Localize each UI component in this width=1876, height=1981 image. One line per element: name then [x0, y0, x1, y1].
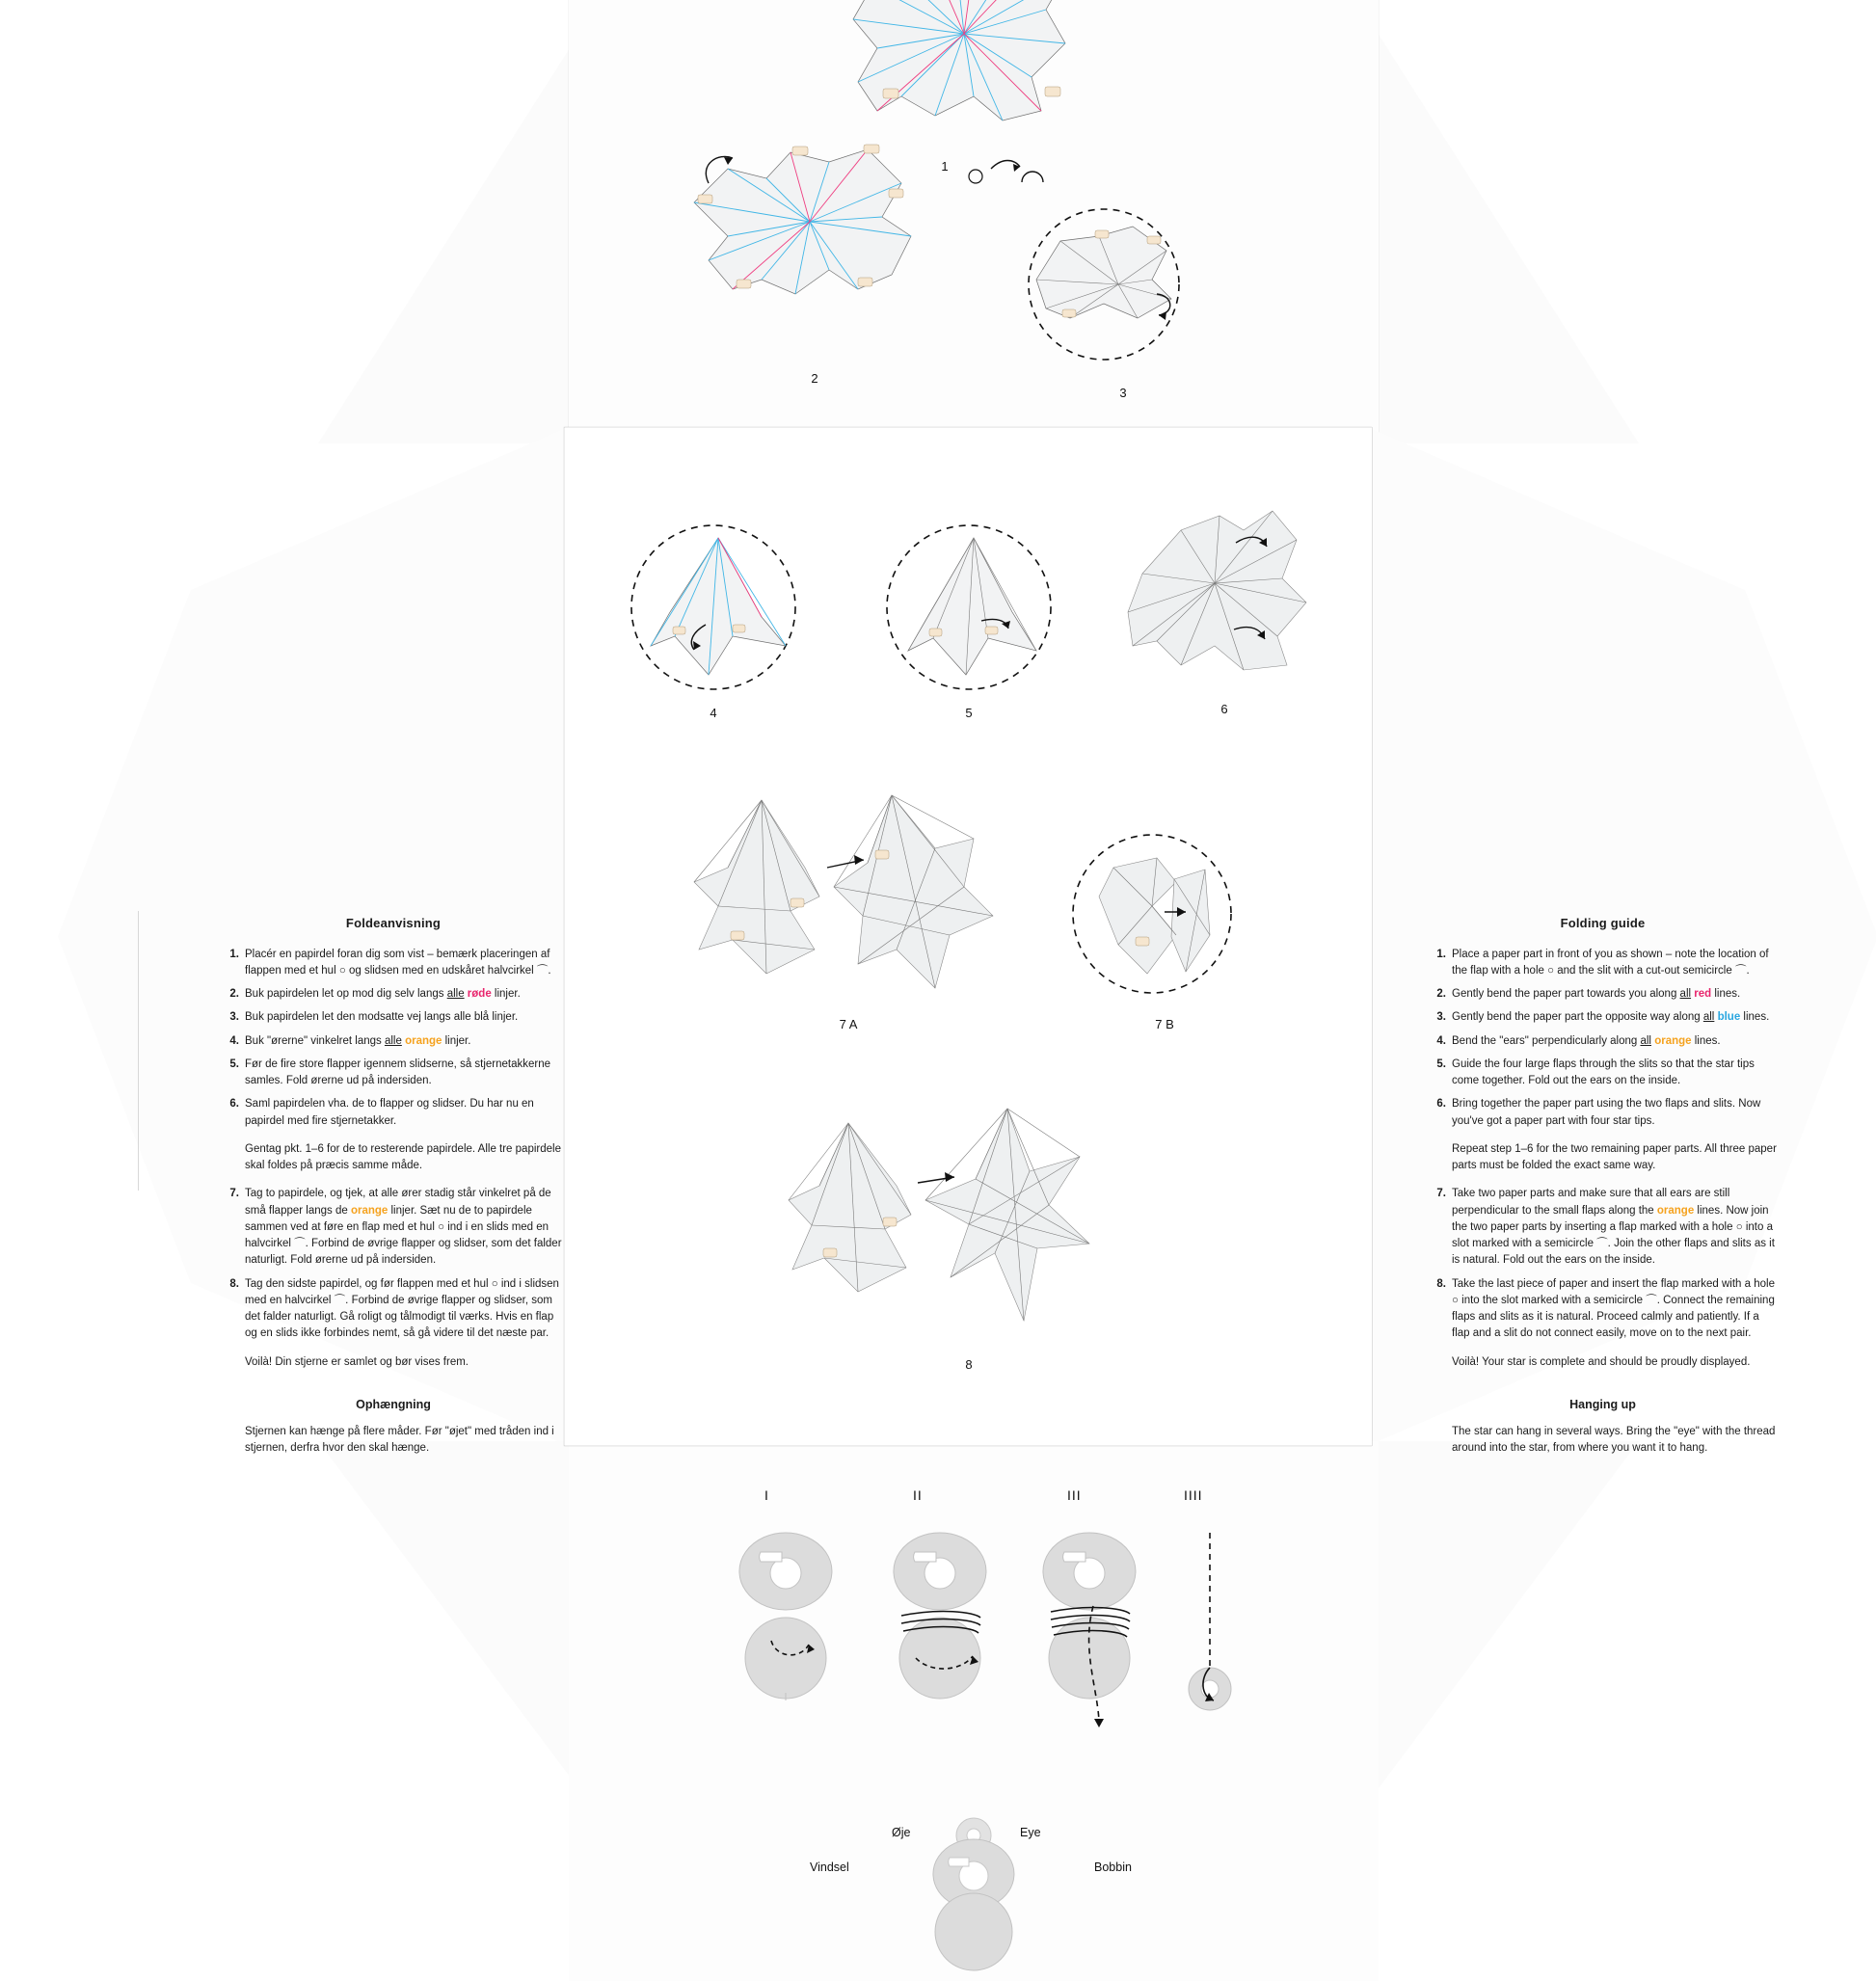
star-assembly-left [789, 1123, 911, 1292]
star-half-left [694, 800, 819, 974]
star-assembly-right [925, 1109, 1089, 1321]
instructions-heading-en: Folding guide [1560, 916, 1646, 930]
paper-net-step3 [1036, 227, 1171, 320]
step-item: 5. Før de fire store flapper igennem slidserne, så stjernetakkerne samles. Fold ørerne ud på indersiden. [229, 1057, 551, 1086]
figure-step-8 [771, 1104, 1099, 1335]
star-half-right [834, 795, 993, 988]
figure-step-7a [675, 781, 1003, 1022]
figure-caption-8: 8 [965, 1357, 973, 1372]
figure-caption-7b: 7 B [1155, 1017, 1174, 1031]
figure-caption-4: 4 [710, 706, 717, 720]
step-item: 8. Tag den sidste papirdel, og før flappen med et hul ○ ind i slidsen med en halvcirkel ⌒. Forbind de øvrige flapper og slidser, som det falder naturligt. Gå roligt og tålmodigt til værks. Hvis en flap og en slids ikke forbindes nemt, så gå videre til det næste par. [229, 1277, 559, 1340]
step-item: 2. Buk papirdelen let op mod dig selv langs alle røde linjer. [229, 988, 521, 1000]
fold-line-right [1372, 427, 1373, 1446]
step-text: Før de fire store flapper igennem slidserne, så stjernetakkerne samles. Fold ørerne ud på indersiden. [245, 1057, 551, 1086]
hanging-text-en: The star can hang in several ways. Bring the "eye" with the thread around into the star, from where you want it to hang. [1452, 1425, 1776, 1454]
label-bobbin-da: Vindsel [810, 1861, 849, 1874]
hanging-heading-en: Hanging up [1569, 1397, 1636, 1411]
voila-note-en: Voilà! Your star is complete and should be proudly displayed. [1452, 1355, 1751, 1368]
figure-step-2 [675, 145, 993, 337]
step-item: 8. Take the last piece of paper and insert the flap marked with a hole ○ into the slot marked with a semicircle ⌒. Connect the remaining flaps and slits as it is natural. Proceed calmly and patiently. If a flap and a slit do not connect easily, move on to the next pair. [1436, 1277, 1775, 1340]
fold-line-bottom [564, 1445, 1372, 1446]
steps-list-da-cont [220, 1186, 567, 1342]
step-text: Saml papirdelen vha. de to flapper og slidser. Du har nu en papirdel med fire stjernetakker. [245, 1098, 534, 1127]
paper-net-step2 [694, 145, 911, 294]
figure-caption-1: 1 [941, 159, 949, 174]
bobbin-figure-4 [1171, 1523, 1258, 1726]
step-item: 4. Bend the "ears" perpendicularly along all orange lines. [1436, 1034, 1721, 1047]
figure-step-6 [1089, 487, 1330, 709]
figure-step-7b [1051, 829, 1263, 1012]
label-eye-en: Eye [1020, 1826, 1041, 1839]
bobbin-step-label-1: I [764, 1487, 769, 1503]
step-item: 6. Saml papirdelen vha. de to flapper og slidser. Du har nu en papirdel med fire stjernetakker. [229, 1098, 534, 1127]
steps-list-da [220, 947, 567, 1130]
fold-line-top [564, 427, 1372, 428]
hanging-heading-da: Ophængning [356, 1397, 431, 1411]
step-item: 7. Take two paper parts and make sure that all ears are still perpendicular to the small flaps along the orange lines. Now join the two paper parts by inserting a flap marked with a hole ○ into a slot marked with a semicircle ⌒. Join the other flaps and slits as it is natural. Fold out the ears on the inside. [1436, 1188, 1775, 1267]
step-text: Place a paper part in front of you as shown – note the location of the flap with a hole ○ and the slit with a cut-out semicircle ⌒. [1452, 948, 1769, 977]
step-text: Tag to papirdele, og tjek, at alle ører stadig står vinkelret på de små flapper langs de orange linjer. Sæt nu de to papirdele sammen ved at føre en flap med et hul ○ ind i en slids med en halvcirkel ⌒. Forbind de øvrige flapper og slidser, som det falder naturligt. Fold ørerne ud på indersiden. [245, 1188, 562, 1267]
repeat-note-da: Gentag pkt. 1–6 for de to resterende papirdele. Alle tre papirdele skal foldes på præcis samme måde. [245, 1142, 561, 1171]
figure-step-5 [877, 521, 1070, 704]
voila-note-da: Voilà! Din stjerne er samlet og bør vises frem. [245, 1355, 469, 1368]
figure-step-4 [617, 521, 819, 704]
step-item: 7. Tag to papirdele, og tjek, at alle ører stadig står vinkelret på de små flapper langs de orange linjer. Sæt nu de to papirdele sammen ved at føre en flap med et hul ○ ind i en slids med en halvcirkel ⌒. Forbind de øvrige flapper og slidser, som det falder naturligt. Fold ørerne ud på indersiden. [229, 1188, 562, 1267]
step-text: Buk papirdelen let den modsatte vej langs alle blå linjer. [245, 1011, 519, 1024]
label-bobbin-en: Bobbin [1094, 1861, 1132, 1874]
step-text: Bend the "ears" perpendicularly along all orange lines. [1452, 1034, 1721, 1047]
label-eye-da: Øje [892, 1826, 911, 1839]
step-text: Take the last piece of paper and insert the flap marked with a hole ○ into the slot marked with a semicircle ⌒. Connect the remaining flaps and slits as it is natural. Proceed calmly and patiently. If a flap and a slit do not connect easily, move on to the next pair. [1452, 1277, 1775, 1340]
step-text: Guide the four large flaps through the slits so that the star tips come together. Fold out the ears on the inside. [1452, 1057, 1755, 1086]
step-item: 4. Buk "ørerne" vinkelret langs alle orange linjer. [229, 1034, 471, 1047]
step-item: 6. Bring together the paper part using the two flaps and slits. Now you've got a paper part with four star tips. [1436, 1098, 1761, 1127]
step-text: Buk papirdelen let op mod dig selv langs alle røde linjer. [245, 988, 521, 1000]
step-item: 1. Place a paper part in front of you as shown – note the location of the flap with a hole ○ and the slit with a cut-out semicircle ⌒. [1436, 948, 1769, 977]
step-text: Bring together the paper part using the two flaps and slits. Now you've got a paper part with four star tips. [1452, 1098, 1761, 1127]
paper-net-step1 [853, 0, 1065, 120]
bobbin-figure-3 [1022, 1523, 1166, 1745]
bobbin-step-label-4: IIII [1184, 1487, 1203, 1503]
hanging-text-da: Stjernen kan hænge på flere måder. Før "øjet" med tråden ind i stjernen, derfra hvor den skal hænge. [245, 1425, 554, 1454]
figure-step-1 [810, 0, 1118, 164]
figure-caption-2: 2 [811, 371, 818, 386]
instructions-danish [220, 914, 567, 1457]
bobbin-figure-2 [872, 1523, 1007, 1716]
step-text: Gently bend the paper part the opposite way along all blue lines. [1452, 1011, 1770, 1024]
step-text: Take two paper parts and make sure that all ears are still perpendicular to the small flaps along the orange lines. Now join the two paper parts by inserting a flap marked with a hole ○ into a slot marked with a semicircle ⌒. Join the other flaps and slits as it is natural. Fold out the ears on the inside. [1452, 1188, 1775, 1267]
symbol-hole-and-slit [964, 149, 1070, 198]
step-text: Tag den sidste papirdel, og før flappen med et hul ○ ind i slidsen med en halvcirkel ⌒. Forbind de øvrige flapper og slidser, som det falder naturligt. Gå roligt og tålmodigt til værks. Hvis en flap og en slids ikke forbindes nemt, så gå videre til det næste par. [245, 1277, 559, 1340]
instructions-english [1427, 914, 1779, 1457]
bobbin-step-label-2: II [913, 1487, 923, 1503]
step-item: 3. Buk papirdelen let den modsatte vej langs alle blå linjer. [229, 1011, 519, 1024]
step-item: 2. Gently bend the paper part towards you along all red lines. [1436, 988, 1741, 1000]
instructions-heading-da: Foldeanvisning [345, 916, 442, 930]
column-divider-left [138, 911, 139, 1191]
figure-caption-6: 6 [1220, 702, 1228, 716]
step-text: Buk "ørerne" vinkelret langs alle orange linjer. [245, 1034, 471, 1047]
step-item: 5. Guide the four large flaps through the slits so that the star tips come together. Fold out the ears on the inside. [1436, 1057, 1755, 1086]
step-text: Gently bend the paper part towards you along all red lines. [1452, 988, 1741, 1000]
step-item: 1. Placér en papirdel foran dig som vist – bemærk placeringen af flappen med et hul ○ og slidsen med en udskåret halvcirkel ⌒. [229, 948, 551, 977]
bobbin-figure-1 [718, 1523, 853, 1716]
repeat-note-en: Repeat step 1–6 for the two remaining paper parts. All three paper parts must be folded the exact same way. [1452, 1142, 1777, 1171]
bobbin-shape-icon [882, 1832, 1065, 1947]
figure-step-3 [1003, 207, 1215, 381]
bobbin-step-label-3: III [1067, 1487, 1082, 1503]
steps-list-en-cont [1427, 1186, 1779, 1342]
step-text: Placér en papirdel foran dig som vist – bemærk placeringen af flappen med et hul ○ og slidsen med en udskåret halvcirkel ⌒. [245, 948, 551, 977]
figure-caption-5: 5 [965, 706, 973, 720]
steps-list-en [1427, 947, 1779, 1130]
step-item: 3. Gently bend the paper part the opposite way along all blue lines. [1436, 1011, 1770, 1024]
figure-caption-7a: 7 A [839, 1017, 858, 1031]
figure-caption-3: 3 [1119, 386, 1127, 400]
